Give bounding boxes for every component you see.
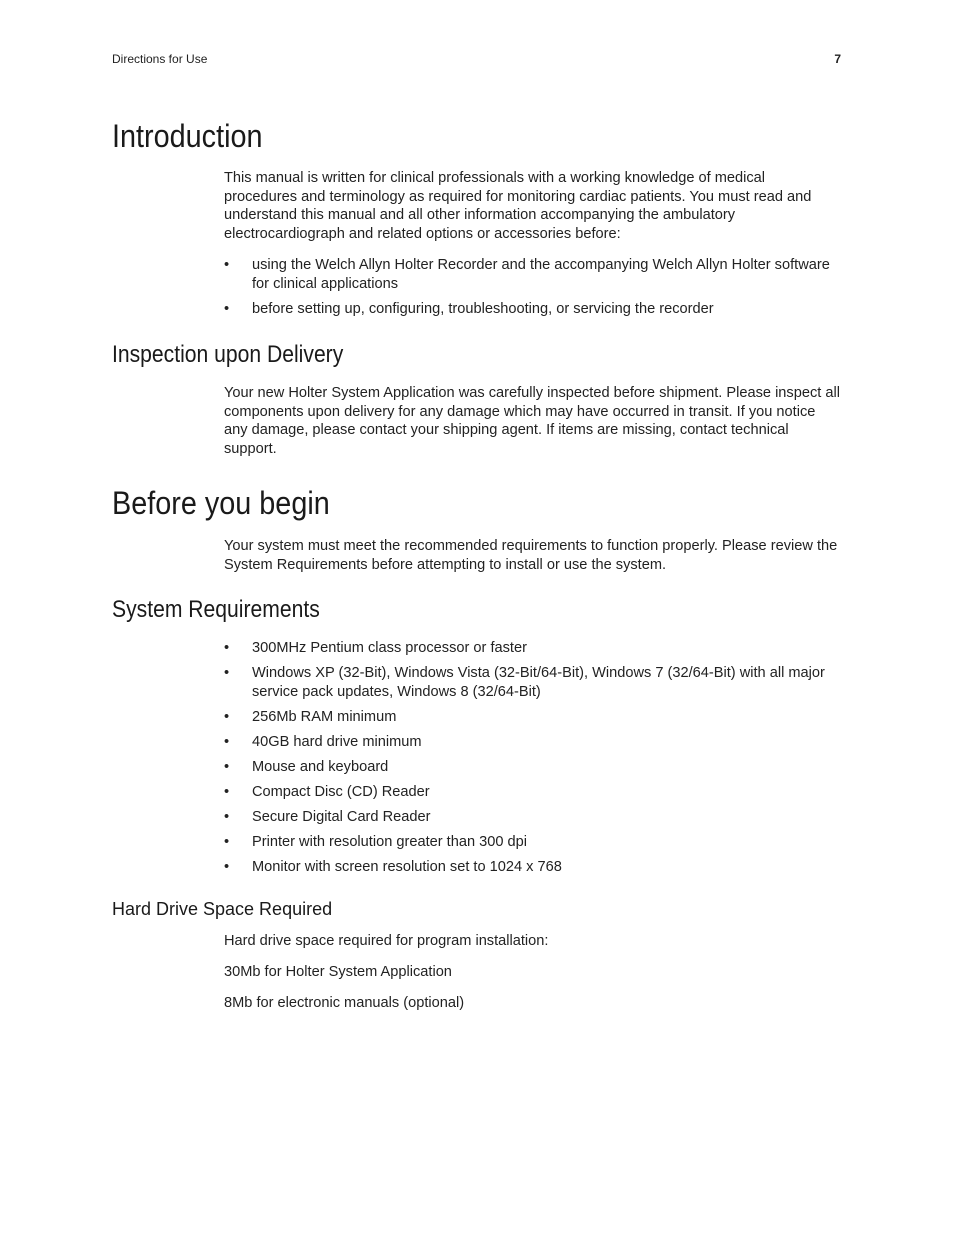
hard-drive-heading: Hard Drive Space Required — [112, 899, 333, 919]
list-item-text: before setting up, configuring, troubleshooting, or servicing the recorder — [252, 300, 714, 317]
list-item-text: Windows XP (32-Bit), Windows Vista (32-Bit/64-Bit), Windows 7 (32/64-Bit) with all major service pack updates, Windows 8 (32/64-Bit) — [252, 665, 825, 700]
bullet-icon: • — [224, 733, 230, 750]
list-item-text: Monitor with screen resolution set to 1024 x 768 — [252, 858, 562, 875]
bullet-icon: • — [224, 833, 230, 850]
list-item — [224, 783, 840, 802]
list-item — [224, 300, 840, 319]
list-item — [224, 833, 840, 852]
bullet-icon: • — [224, 783, 230, 800]
introduction-paragraph: This manual is written for clinical professionals with a working knowledge of medical procedures and terminology as required for monitoring cardiac patients. You must read and understand this manual and all other information accompanying the ambulatory electrocardiograph and related options or accessories before: — [224, 170, 812, 243]
list-item — [224, 858, 840, 877]
list-item-text: using the Welch Allyn Holter Recorder and the accompanying Welch Allyn Holter software for clinical applications — [252, 257, 830, 292]
bullet-icon: • — [224, 300, 230, 317]
list-item — [224, 664, 840, 701]
list-item-text: Compact Disc (CD) Reader — [252, 783, 430, 800]
running-header-title: Directions for Use — [112, 52, 208, 66]
list-item — [224, 639, 840, 658]
list-item — [224, 808, 840, 827]
system-requirements-heading: System Requirements — [112, 596, 320, 623]
before-you-begin-heading: Before you begin — [112, 485, 330, 521]
introduction-heading: Introduction — [112, 118, 263, 154]
list-item — [224, 256, 840, 293]
introduction-bullet-list — [224, 256, 840, 325]
bullet-icon: • — [224, 758, 230, 775]
bullet-icon: • — [224, 640, 230, 656]
hard-drive-line-manuals: 8Mb for electronic manuals (optional) — [224, 995, 465, 1011]
inspection-paragraph: Your new Holter System Application was carefully inspected before shipment. Please inspect all components upon delivery for any damage which may have occurred in transit. If you notice any damage, please contact your shipping agent. If items are missing, contact technical support. — [224, 385, 840, 458]
list-item-text: 256Mb RAM minimum — [252, 708, 397, 725]
bullet-icon: • — [224, 665, 230, 681]
list-item-text: 40GB hard drive minimum — [252, 733, 422, 750]
hard-drive-line-install: Hard drive space required for program installation: — [224, 933, 549, 949]
bullet-icon: • — [224, 858, 230, 875]
inspection-heading: Inspection upon Delivery — [112, 341, 344, 368]
list-item-text: Secure Digital Card Reader — [252, 808, 431, 825]
list-item — [224, 733, 840, 752]
system-requirements-list — [224, 639, 840, 883]
bullet-icon: • — [224, 257, 230, 273]
page-number: 7 — [834, 52, 841, 66]
list-item-text: 300MHz Pentium class processor or faster — [252, 640, 527, 656]
list-item — [224, 708, 840, 727]
list-item — [224, 758, 840, 777]
list-item-text: Printer with resolution greater than 300 dpi — [252, 833, 528, 850]
bullet-icon: • — [224, 708, 230, 725]
bullet-icon: • — [224, 808, 230, 825]
before-you-begin-paragraph: Your system must meet the recommended requirements to function properly. Please review the System Requirements before attempting to install or use the system. — [224, 538, 838, 573]
list-item-text: Mouse and keyboard — [252, 758, 389, 775]
hard-drive-line-application: 30Mb for Holter System Application — [224, 964, 452, 980]
